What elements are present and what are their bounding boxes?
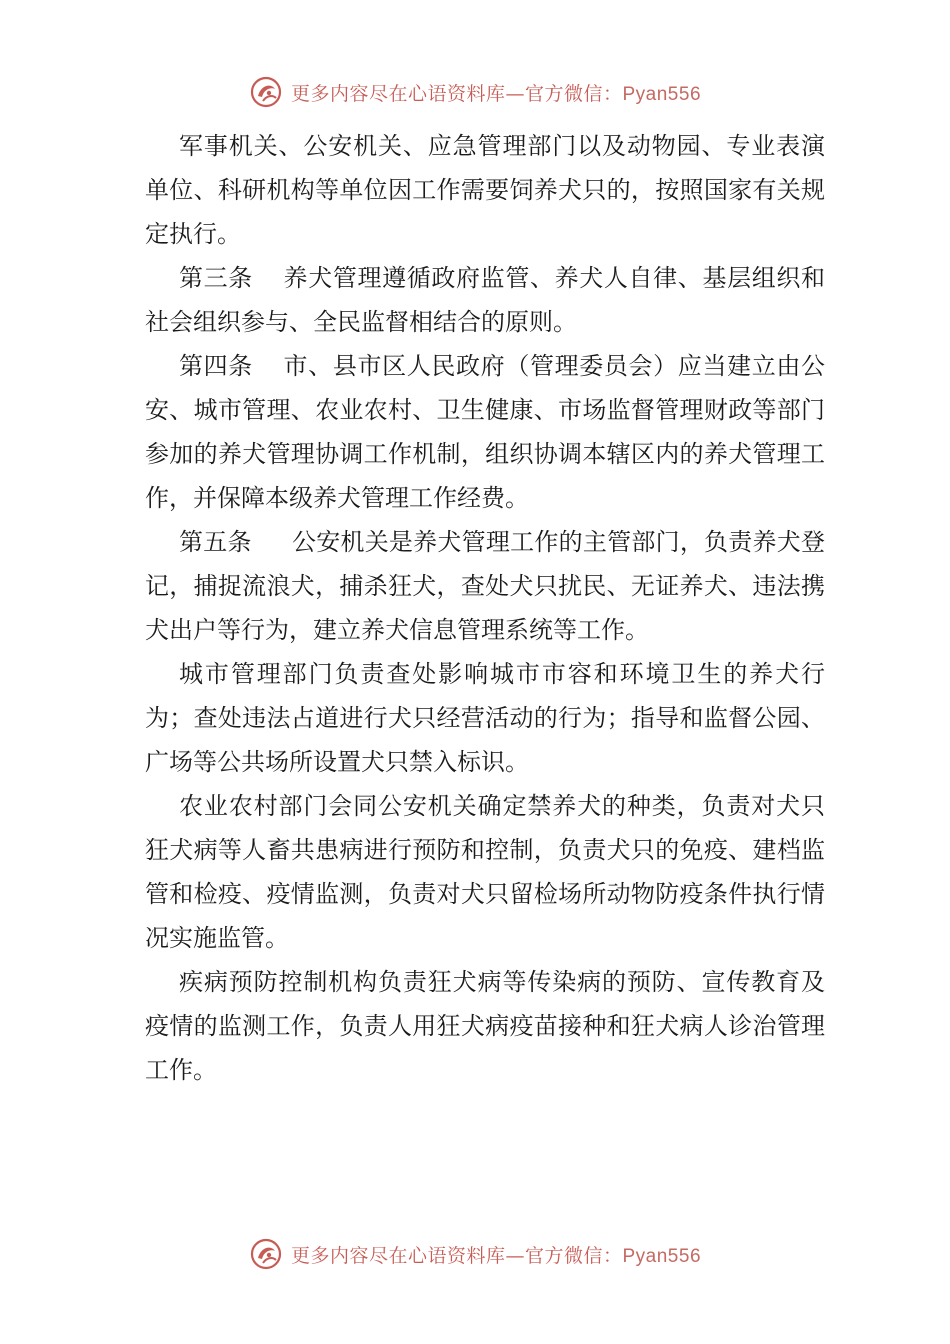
- article-number: 第四条: [179, 352, 253, 380]
- paragraph-city-management: 城市管理部门负责查处影响城市市容和环境卫生的养犬行为；查处违法占道进行犬只经营活动的行为；指导和监督公园、广场等公共场所设置犬只禁入标识。: [145, 660, 825, 776]
- paragraph-article-4: 第四条 市、县市区人民政府（管理委员会）应当建立由公安、城市管理、农业农村、卫生健康、市场监督管理财政等部门参加的养犬管理协调工作机制，组织协调本辖区内的养犬管理工作，并保障本级养犬管理工作经费。: [145, 352, 826, 512]
- article-number: 第三条: [179, 264, 253, 292]
- watermark-text: 更多内容尽在心语资料库—官方微信：Pyan556: [290, 1244, 702, 1267]
- article-number: 第五条: [179, 528, 252, 556]
- paragraph-agriculture: 农业农村部门会同公安机关确定禁养犬的种类，负责对犬只狂犬病等人畜共患病进行预防和控制，负责犬只的免疫、建档监管和检疫、疫情监测，负责对犬只留检场所动物防疫条件执行情况实施监管。: [145, 792, 825, 952]
- swirl-seal-icon: [249, 1237, 283, 1271]
- wechat-id: Pyan556: [622, 83, 702, 105]
- footer-watermark: [0, 1234, 950, 1274]
- paragraph-article-5: 第五条 公安机关是养犬管理工作的主管部门，负责养犬登记，捕捉流浪犬，捕杀狂犬，查处犬只扰民、无证养犬、违法携犬出户等行为，建立养犬信息管理系统等工作。: [145, 528, 826, 644]
- paragraph-article-3: 第三条 养犬管理遵循政府监管、养犬人自律、基层组织和社会组织参与、全民监督相结合的原则。: [145, 264, 826, 336]
- paragraph-disease-control: 疾病预防控制机构负责狂犬病等传染病的预防、宣传教育及疫情的监测工作，负责人用狂犬病疫苗接种和狂犬病人诊治管理工作。: [145, 968, 825, 1084]
- document-body: [145, 124, 825, 1092]
- paragraph-1: 军事机关、公安机关、应急管理部门以及动物园、专业表演单位、科研机构等单位因工作需要饲养犬只的，按照国家有关规定执行。: [145, 132, 825, 248]
- wechat-id: Pyan556: [622, 1245, 702, 1267]
- watermark-text: 更多内容尽在心语资料库—官方微信：Pyan556: [290, 82, 702, 105]
- header-watermark: [0, 72, 950, 112]
- swirl-seal-icon: [249, 75, 283, 109]
